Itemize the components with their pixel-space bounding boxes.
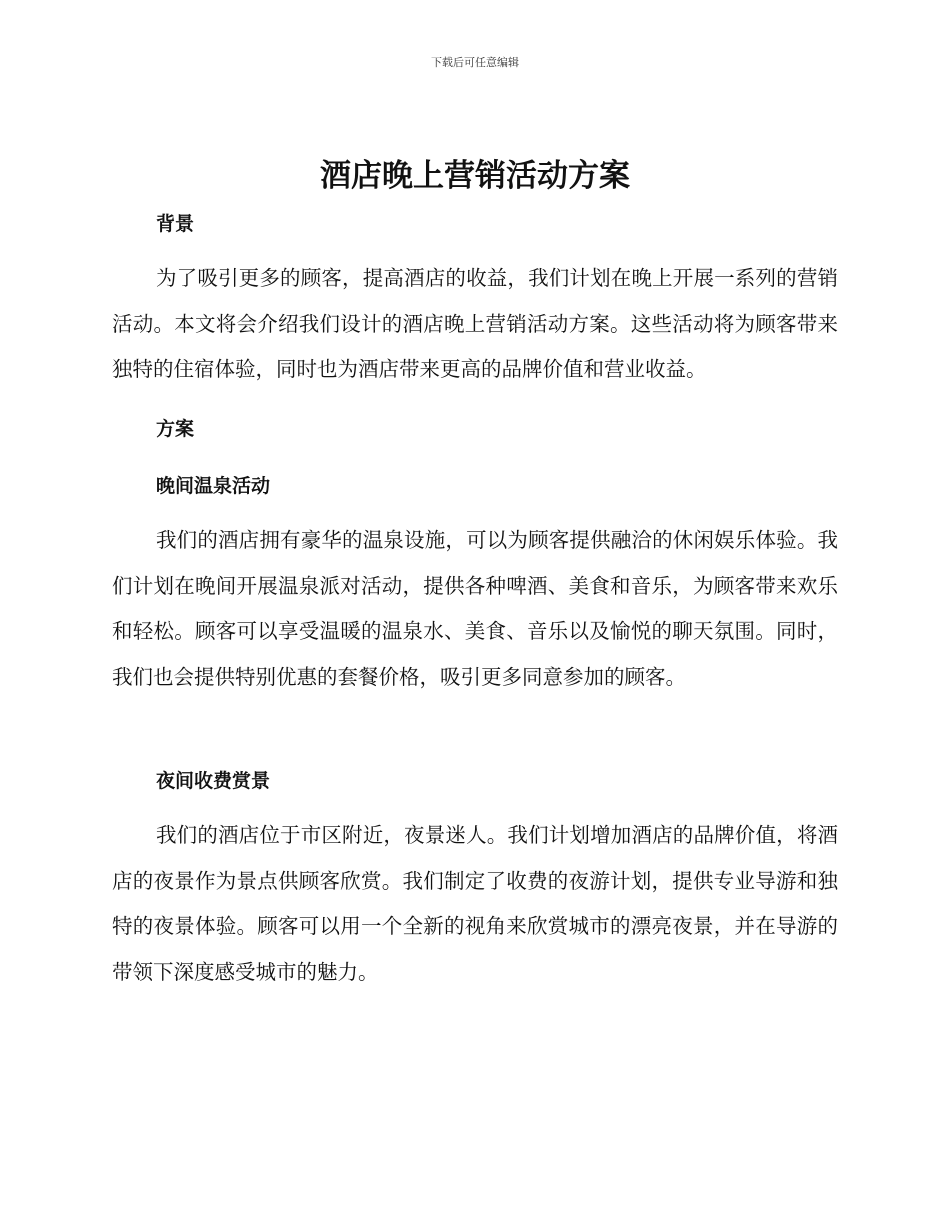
section-heading-plan: 方案 bbox=[156, 418, 195, 440]
page-header-note: 下载后可任意编辑 bbox=[431, 56, 519, 69]
section-paragraph-hot-spring: 我们的酒店拥有豪华的温泉设施，可以为顾客提供融洽的休闲娱乐体验。我们计划在晚间开展温泉派对活动，提供各种啤酒、美食和音乐，为顾客带来欢乐和轻松。顾客可以享受温暖的温泉水、美食、音乐以及愉悦的聊天氛围。同时，我们也会提供特别优惠的套餐价格，吸引更多同意参加的顾客。 bbox=[112, 528, 838, 689]
section-heading-hot-spring: 晚间温泉活动 bbox=[156, 475, 271, 497]
document-title: 酒店晚上营销活动方案 bbox=[320, 158, 630, 194]
section-paragraph-background: 为了吸引更多的顾客，提高酒店的收益，我们计划在晚上开展一系列的营销活动。本文将会介绍我们设计的酒店晚上营销活动方案。这些活动将为顾客带来独特的住宿体验，同时也为酒店带来更高的品牌价值和营业收益。 bbox=[112, 266, 838, 381]
section-paragraph-night-view: 我们的酒店位于市区附近，夜景迷人。我们计划增加酒店的品牌价值，将酒店的夜景作为景点供顾客欣赏。我们制定了收费的夜游计划，提供专业导游和独特的夜景体验。顾客可以用一个全新的视角来欣赏城市的漂亮夜景，并在导游的带领下深度感受城市的魅力。 bbox=[112, 823, 838, 984]
section-heading-background: 背景 bbox=[156, 213, 195, 235]
section-heading-night-view: 夜间收费赏景 bbox=[156, 770, 271, 792]
